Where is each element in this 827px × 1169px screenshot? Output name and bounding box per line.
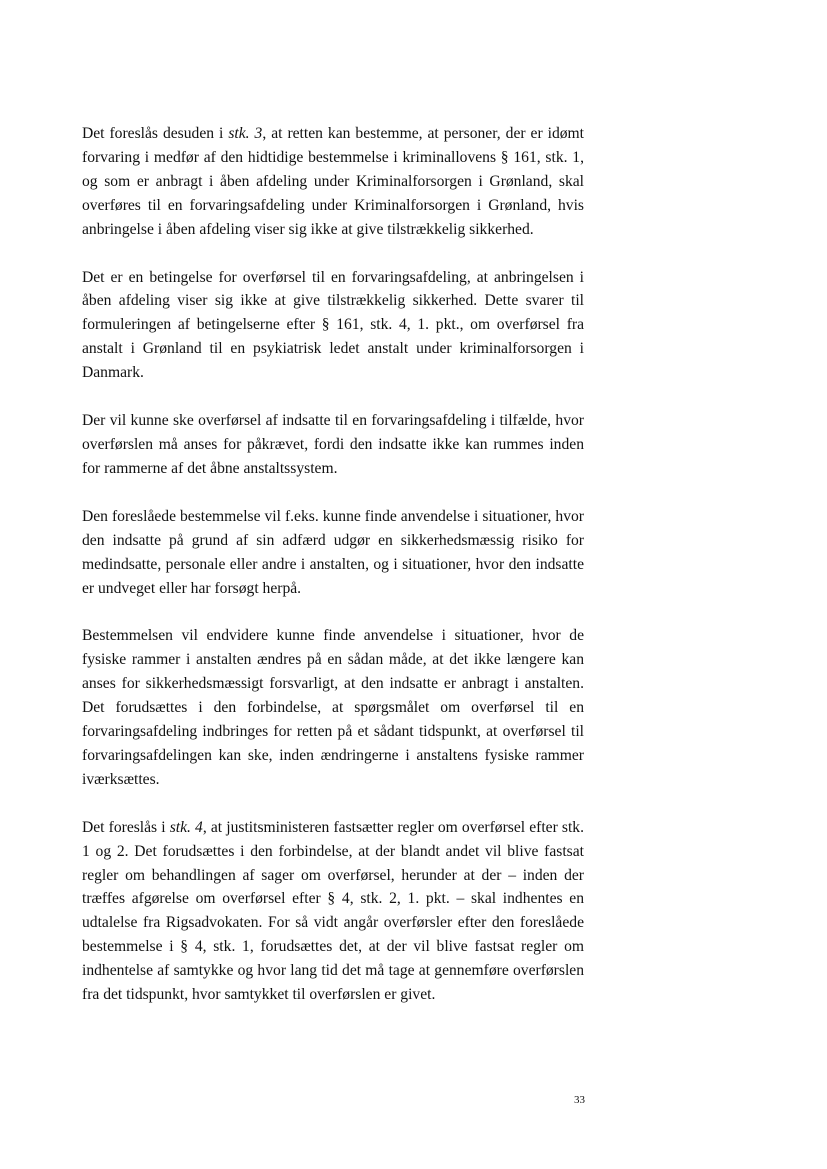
paragraph-2	[82, 266, 584, 386]
page-number: 33	[574, 1094, 585, 1106]
paragraph-text: Det er en betingelse for overførsel til en forvaringsafdeling, at anbringelsen i åben afdeling viser sig ikke at give tilstrækkelig sikkerhed. Dette svarer til formuleringen af betingelserne efter § 161, stk. 4, 1. pkt., om overførsel fra anstalt i Grønland til en psykiatrisk ledet anstalt under kriminalforsorgen i Danmark.	[82, 268, 584, 382]
paragraph-5	[82, 624, 584, 791]
paragraph-4	[82, 505, 584, 601]
reference-stk-3: stk. 3	[228, 125, 263, 142]
paragraph-text: , at retten kan bestemme, at personer, der er idømt forvaring i medfør af den hidtidige bestemmelse i kriminallovens § 161, stk. 1, og som er anbragt i åben afdeling under Kriminalforsorgen i Grønland, skal overføres til en forvaringsafdeling under Kriminalforsorgen i Grønland, hvis anbringelse i åben afdeling viser sig ikke at give tilstrækkelig sikkerhed.	[82, 125, 585, 238]
paragraph-text: Det foreslås i	[82, 818, 170, 836]
paragraph-text: Den foreslåede bestemmelse vil f.eks. kunne finde anvendelse i situationer, hvor den indsatte på grund af sin adfærd udgør en sikkerhedsmæssig risiko for medindsatte, personale eller andre i anstalten, og i situationer, hvor den indsatte er undveget eller har forsøgt herpå.	[82, 507, 584, 597]
paragraph-text: Det foreslås desuden i	[82, 125, 229, 142]
paragraph-text: , at justitsministeren fastsætter regler om overførsel efter stk. 1 og 2. Det forudsættes i den forbindelse, at der blandt andet vil blive fastsat regler om behandlingen af sager om overførsel, herunder at der – inden der træffes afgørelse om overførsel efter § 4, stk. 2, 1. pkt. – skal indhentes en udtalelse fra Rigsadvokaten. For så vidt angår overførsler efter den foreslåede bestemmelse i § 4, stk. 1, forudsættes det, at der vil blive fastsat regler om indhentelse af samtykke og hvor lang tid det må tage at gennemføre overførslen fra det tidspunkt, hvor samtykket til overførslen er givet.	[82, 818, 584, 1004]
reference-stk-4: stk. 4	[169, 818, 203, 836]
body-text	[82, 122, 584, 1031]
paragraph-1	[82, 122, 584, 242]
paragraph-3	[82, 409, 584, 481]
paragraph-6	[82, 816, 584, 1007]
paragraph-text: Bestemmelsen vil endvidere kunne finde anvendelse i situationer, hvor de fysiske rammer i anstalten ændres på en sådan måde, at det ikke længere kan anses for sikkerhedsmæssigt forsvarligt, at den indsatte er anbragt i anstalten. Det forudsættes i den forbindelse, at spørgsmålet om overførsel til en forvaringsafdeling indbringes for retten på et sådant tidspunkt, at overførsel til forvaringsafdelingen kan ske, inden ændringerne i anstaltens fysiske rammer iværksættes.	[82, 627, 584, 788]
paragraph-text: Der vil kunne ske overførsel af indsatte til en forvaringsafdeling i tilfælde, hvor overførslen må anses for påkrævet, fordi den indsatte ikke kan rummes inden for rammerne af det åbne anstaltssystem.	[82, 412, 584, 477]
